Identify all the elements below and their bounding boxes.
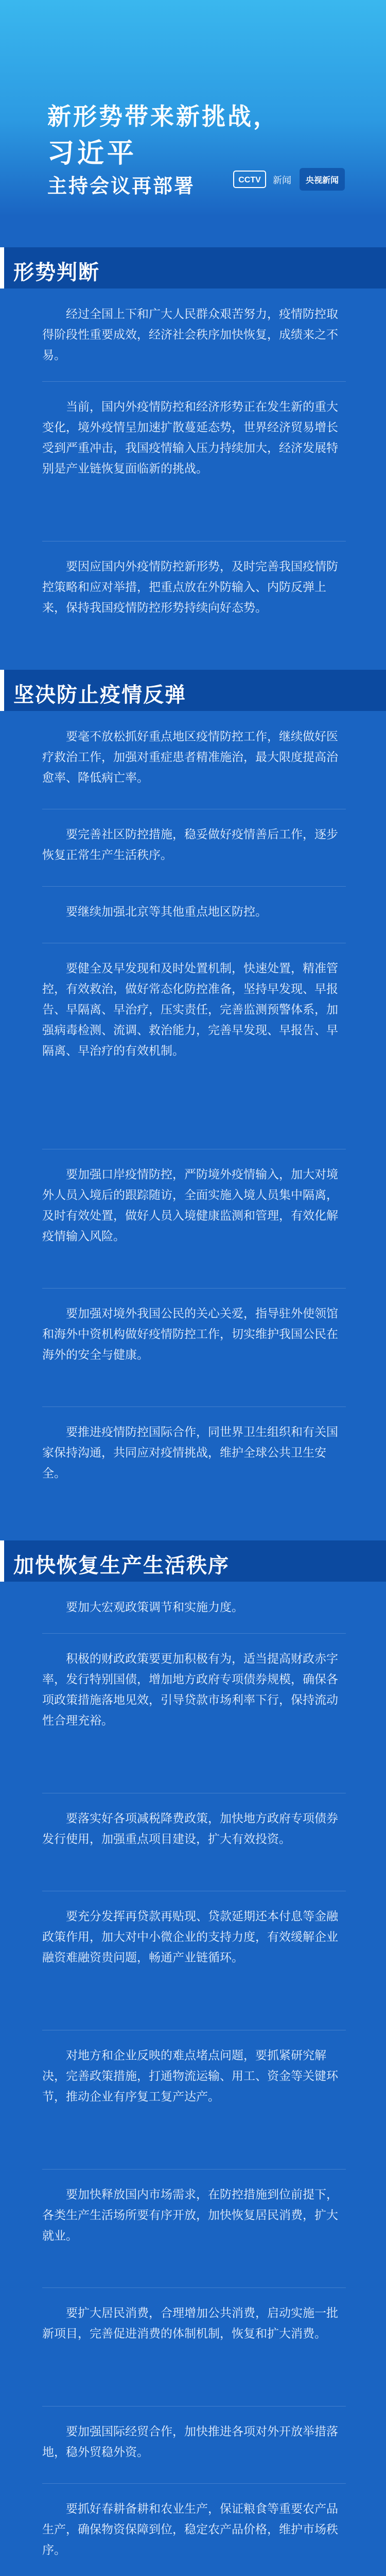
- heading-accent-bar: [0, 247, 4, 289]
- heading-accent-bar: [0, 1540, 4, 1582]
- paragraph: 要继续加强北京等其他重点地区防控。: [66, 905, 267, 919]
- paragraph: 要加强对境外我国公民的关心关爱，指导驻外使领馆和海外中资机构做好疫情防控工作，切实维护我国公民在海外的安全与健康。: [42, 1307, 338, 1362]
- paragraph: 积极的财政政策要更加积极有为，适当提高财政赤字率，发行特别国债，增加地方政府专项债券规模，确保各项政策措施落地见效，引导贷款市场利率下行，保持流动性合理充裕。: [42, 1652, 338, 1727]
- paragraph: 要加大宏观政策调节和实施力度。: [66, 1601, 243, 1614]
- section-title: 形势判断: [13, 261, 100, 284]
- divider: [42, 1406, 346, 1407]
- headline-line-2: 习近平: [47, 138, 137, 169]
- paragraph: 对地方和企业反映的难点堵点问题，要抓紧研究解决，完善政策措施，打通物流运输、用工、资金等关键环节，推动企业有序复工复产达产。: [42, 2049, 338, 2104]
- paragraph: 当前，国内外疫情防控和经济形势正在发生新的重大变化，境外疫情呈加速扩散蔓延态势，世界经济贸易增长受到严重冲击，我国疫情输入压力持续加大，经济发展特别是产业链恢复面临新的挑战。: [42, 400, 338, 476]
- cctv-news-logo: [233, 164, 346, 195]
- paragraph: 要抓好春耕备耕和农业生产，保证粮食等重要农产品生产，确保物资保障到位，稳定农产品价格，维护市场秩序。: [42, 2502, 338, 2557]
- hero-banner: [0, 0, 386, 216]
- paragraph: 要落实好各项减税降费政策，加快地方政府专项债券发行使用，加强重点项目建设，扩大有效投资。: [42, 1812, 338, 1846]
- divider: [42, 381, 346, 382]
- paragraph: 要毫不放松抓好重点地区疫情防控工作，继续做好医疗救治工作，加强对重症患者精准施治，最大限度提高治愈率、降低病亡率。: [42, 730, 338, 785]
- divider: [42, 1633, 346, 1634]
- paragraph: 要完善社区防控措施，稳妥做好疫情善后工作，逐步恢复正常生产生活秩序。: [42, 828, 338, 862]
- paragraph: 要健全及早发现和及时处置机制，快速处置，精准管控，有效救治，做好常态化防控准备，坚持早发现、早报告、早隔离、早治疗，压实责任，完善监测预警体系，加强病毒检测、流调、救治能力，完善早发现、早报告、早隔离、早治疗的有效机制。: [42, 962, 338, 1058]
- headline-line-1: 新形势带来新挑战，: [47, 103, 279, 130]
- divider: [42, 2483, 346, 2484]
- section-heading-situation: [0, 247, 386, 289]
- divider: [42, 2169, 346, 2170]
- section-title: 加快恢复生产生活秩序: [13, 1554, 230, 1578]
- paragraph: 要充分发挥再贷款再贴现、贷款延期还本付息等金融政策作用，加大对中小微企业的支持力度，有效缓解企业融资难融资贵问题，畅通产业链循环。: [42, 1910, 338, 1964]
- paragraph: 要因应国内外疫情防控新形势，及时完善我国疫情防控策略和应对举措，把重点放在外防输入、内防反弹上来，保持我国疫情防控形势持续向好态势。: [42, 560, 338, 615]
- divider: [42, 2287, 346, 2288]
- section-title: 坚决防止疫情反弹: [13, 683, 186, 707]
- divider: [42, 1288, 346, 1289]
- paragraph: 要加强国际经贸合作，加快推进各项对外开放举措落地，稳外贸稳外资。: [42, 2425, 338, 2459]
- paragraph: 要加强口岸疫情防控，严防境外疫情输入，加大对境外人员入境后的跟踪随访，全面实施入境人员集中隔离，及时有效处置，做好人员入境健康监测和管理，有效化解疫情输入风险。: [42, 1168, 338, 1243]
- paragraph: 要推进疫情防控国际合作，同世界卫生组织和有关国家保持沟通，共同应对疫情挑战，维护全球公共卫生安全。: [42, 1426, 338, 1480]
- divider: [42, 886, 346, 887]
- section-heading-restore-order: [0, 1540, 386, 1582]
- paragraph: 要扩大居民消费，合理增加公共消费，启动实施一批新项目，完善促进消费的体制机制，恢复和扩大消费。: [42, 2307, 338, 2341]
- logo-cctv-text: CCTV: [238, 176, 261, 184]
- logo-news-text: 新闻: [273, 175, 291, 186]
- logo-app-text: 央视新闻: [305, 175, 339, 185]
- headline-line-3: 主持会议再部署: [47, 175, 196, 197]
- paragraph: 经过全国上下和广大人民群众艰苦努力，疫情防控取得阶段性重要成效，经济社会秩序加快恢复，成绩来之不易。: [42, 308, 338, 362]
- section-heading-prevent-rebound: [0, 670, 386, 711]
- paragraph: 要加快释放国内市场需求，在防控措施到位前提下，各类生产生活场所要有序开放，加快恢复居民消费，扩大就业。: [42, 2188, 338, 2243]
- heading-accent-bar: [0, 670, 4, 711]
